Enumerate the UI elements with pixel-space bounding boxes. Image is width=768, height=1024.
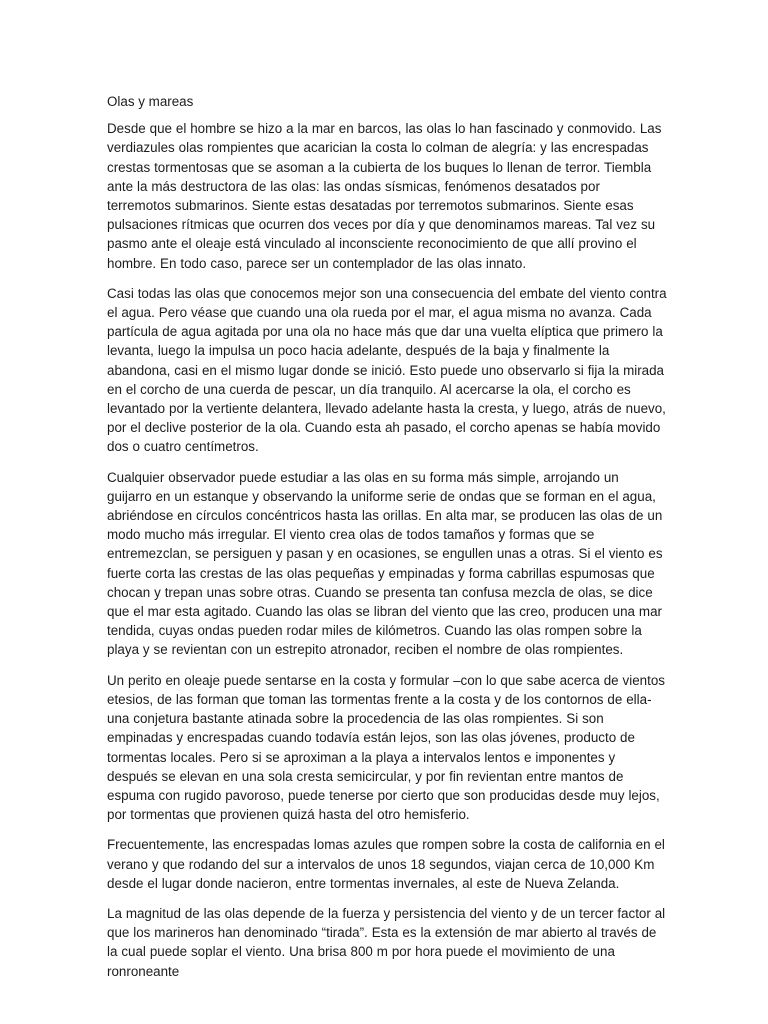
paragraph-wind-waves: Casi todas las olas que conocemos mejor son una consecuencia del embate del viento contra el agua. Pero véase que cuando una ola rueda por el mar, el agua misma no avanza. Cada partícula de agua agitada por una ola no hace más que dar una vuelta elíptica que primero la levanta, luego la impulsa un poco hacia adelante, después de la baja y finalmente la abandona, casi en el mismo lugar donde se inició. Esto puede uno observarlo si fija la mirada en el corcho de una cuerda de pescar, un día tranquilo. Al acercarse la ola, el corcho es levantado por la vertiente delantera, llevado adelante hasta la cresta, y luego, atrás de nuevo, por el declive posterior de la ola. Cuando esta ah pasado, el corcho apenas se había movido dos o cuatro centímetros.	[107, 285, 667, 455]
paragraph-california: Frecuentemente, las encrespadas lomas azules que rompen sobre la costa de california en el verano y que rodando del sur a intervalos de unos 18 segundos, viajan cerca de 10,000 Km desde el lugar donde nacieron, entre tormentas invernales, al este de Nueva Zelanda.	[107, 837, 665, 891]
document-page	[107, 92, 667, 992]
paragraph-magnitude: La magnitud de las olas depende de la fuerza y persistencia del viento y de un tercer factor al que los marineros han denominado “tirada”. Esta es la extensión de mar abierto al través de la cual puede soplar el viento. Una brisa 800 m por hora puede el movimiento de una ronroneante	[107, 905, 666, 979]
paragraph-expert: Un perito en oleaje puede sentarse en la costa y formular –con lo que sabe acerca de vientos etesios, de las forman que toman las tormentas frente a la costa y de los contornos de ella- una conjetura bastante atinada sobre la procedencia de las olas rompientes. Si son empinadas y encrespadas cuando todavía están lejos, son las olas jóvenes, producto de tormentas locales. Pero si se aproximan a la playa a intervalos lentos e imponentes y después se elevan en una sola cresta semicircular, y por fin revientan entre mantos de espuma con rugido pavoroso, puede tenerse por cierto que son producidas desde muy lejos, por tormentas que provienen quizá hasta del otro hemisferio.	[107, 672, 665, 823]
paragraph-observer: Cualquier observador puede estudiar a las olas en su forma más simple, arrojando un guijarro en un estanque y observando la uniforme serie de ondas que se forman en el agua, abriéndose en círculos concéntricos hasta las orillas. En alta mar, se producen las olas de un modo mucho más irregular. El viento crea olas de todos tamaños y formas que se entremezclan, se persiguen y pasan y en ocasiones, se engullen unas a otras. Si el viento es fuerte corta las crestas de las olas pequeñas y empinadas y forma cabrillas espumosas que chocan y trepan unas sobre otras. Cuando se presenta tan confusa mezcla de olas, se dice que el mar esta agitado. Cuando las olas se libran del viento que las creo, producen una mar tendida, cuyas ondas pueden rodar miles de kilómetros. Cuando las olas rompen sobre la playa y se revientan con un estrepito atronador, reciben el nombre de olas rompientes.	[107, 469, 663, 658]
document-title: Olas y mareas	[107, 94, 194, 109]
paragraph-intro: Desde que el hombre se hizo a la mar en barcos, las olas lo han fascinado y conmovido. Las verdiazules olas rompientes que acarician la costa lo colman de alegría: y las encrespadas crestas tormentosas que se asoman a la cubierta de los buques lo llenan de terror. Tiembla ante la más destructora de las olas: las ondas sísmicas, fenómenos desatados por terremotos submarinos. Siente estas desatadas por terremotos submarinos. Siente esas pulsaciones rítmicas que ocurren dos veces por día y que denominamos mareas. Tal vez su pasmo ante el oleaje está vinculado al inconsciente reconocimiento de que allí provino el hombre. En todo caso, parece ser un contemplador de las olas innato.	[107, 121, 662, 271]
